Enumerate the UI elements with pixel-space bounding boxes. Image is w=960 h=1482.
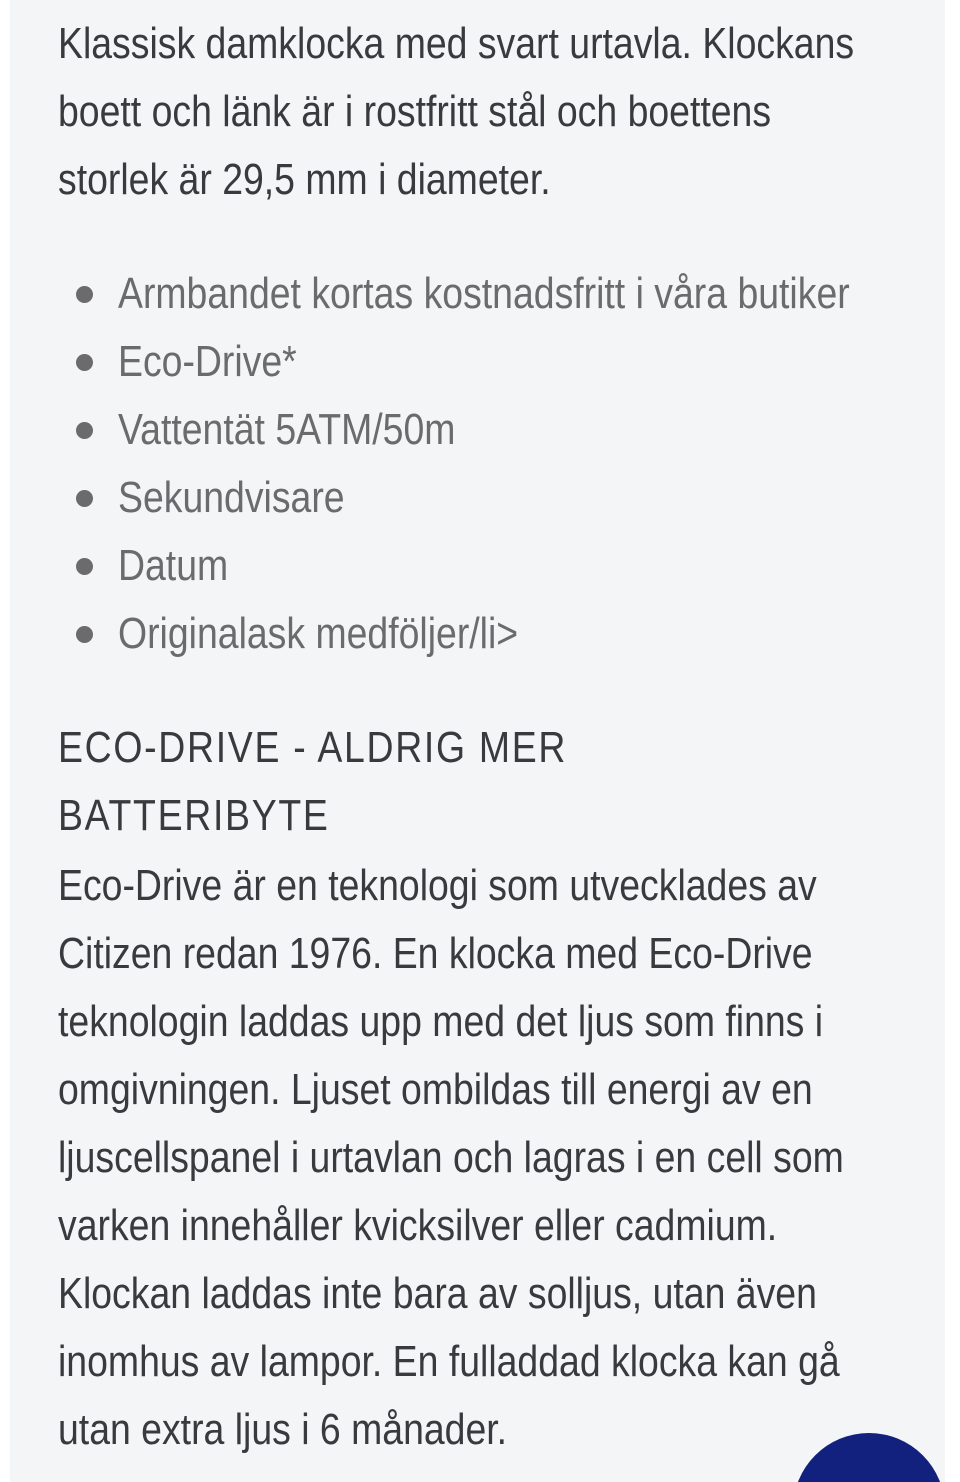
bullet-icon	[76, 626, 93, 643]
bullet-icon	[76, 490, 93, 507]
bullet-icon	[76, 286, 93, 303]
bullet-icon	[76, 422, 93, 439]
page-edge-right	[945, 0, 960, 1482]
product-intro-paragraph: Klassisk damklocka med svart urtavla. Klockans boett och länk är i rostfritt stål och boettens storlek är 29,5 mm i diameter.	[58, 19, 855, 204]
feature-item-label: Eco-Drive*	[118, 337, 297, 386]
feature-list	[58, 260, 930, 668]
feature-item-label: Originalask medföljer/li>	[118, 609, 519, 658]
bullet-icon	[76, 558, 93, 575]
page-edge-left	[0, 0, 10, 1482]
feature-item	[58, 532, 930, 600]
feature-item	[58, 396, 930, 464]
feature-item	[58, 260, 930, 328]
eco-drive-description: Eco-Drive är en teknologi som utvecklades av Citizen redan 1976. En klocka med Eco-Drive teknologin laddas upp med det ljus som finns i omgivningen. Ljuset ombildas till energi av en ljuscellspanel i urtavlan och lagras i en cell som varken innehåller kvicksilver eller cadmium. Klockan laddas inte bara av solljus, utan även inomhus av lampor. En fulladdad klocka kan gå utan extra ljus i 6 månader.	[58, 861, 844, 1454]
feature-item-label: Datum	[118, 541, 229, 590]
feature-item-label: Armbandet kortas kostnadsfritt i våra butiker	[118, 269, 850, 318]
feature-item-label: Sekundvisare	[118, 473, 345, 522]
feature-item	[58, 464, 930, 532]
description-content	[58, 10, 930, 1464]
feature-item-label: Vattentät 5ATM/50m	[118, 405, 456, 454]
feature-item	[58, 600, 930, 668]
eco-drive-heading: ECO-DRIVE - ALDRIG MER BATTERIBYTE	[58, 723, 568, 840]
feature-item	[58, 328, 930, 396]
bullet-icon	[76, 354, 93, 371]
